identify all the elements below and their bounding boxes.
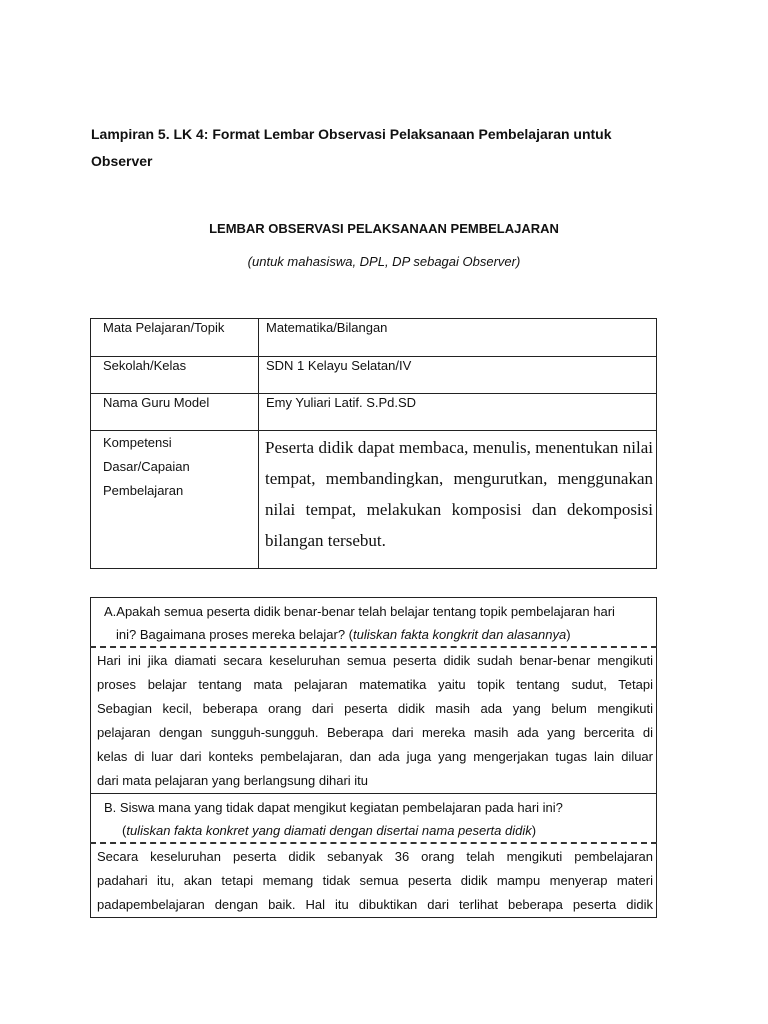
answer-a-line: Hari ini jika diamati secara keseluruhan semua peserta didik sudah benar-benar mengikuti [97, 653, 653, 668]
question-b-line2 [104, 819, 648, 842]
answer-b [91, 843, 657, 918]
question-b [91, 794, 657, 844]
school-label: Sekolah/Kelas [91, 357, 259, 394]
question-b-row [91, 794, 657, 844]
competency-value-line: nilai tempat, melakukan komposisi dan dekomposisi [265, 500, 653, 519]
question-b-line1: B. Siswa mana yang tidak dapat mengikut kegiatan pembelajaran pada hari ini? [104, 800, 563, 815]
question-a-row [91, 598, 657, 648]
competency-label-line: Pembelajaran [103, 483, 184, 498]
competency-label-line: Dasar/Capaian [103, 459, 190, 474]
answer-b-row [91, 843, 657, 918]
form-subtitle: (untuk mahasiswa, DPL, DP sebagai Observer) [247, 254, 521, 269]
competency-value [259, 431, 657, 569]
teacher-label: Nama Guru Model [91, 394, 259, 431]
competency-row [91, 431, 657, 569]
form-title: LEMBAR OBSERVASI PELAKSANAAN PEMBELAJARAN [209, 221, 559, 236]
question-b-hint: tuliskan fakta konkret yang diamati dengan disertai nama peserta didik [126, 823, 532, 838]
appendix-heading-line1: Lampiran 5. LK 4: Format Lembar Observasi Pelaksanaan Pembelajaran untuk [91, 126, 612, 142]
answer-b-line: padahari itu, akan tetapi memang tidak semua peserta didik mampu menyerap materi [97, 873, 653, 888]
appendix-heading [91, 121, 681, 175]
subject-label: Mata Pelajaran/Topik [91, 319, 259, 357]
teacher-value: Emy Yuliari Latif. S.Pd.SD [259, 394, 657, 431]
subject-value: Matematika/Bilangan [259, 319, 657, 357]
answer-b-line: padapembelajaran dengan baik. Hal itu dibuktikan dari terlihat beberapa peserta didik [97, 897, 653, 912]
answer-a-line: kelas di luar dari konteks pembelajaran, dan ada juga yang mengerjakan tugas lain diluar [97, 749, 653, 764]
question-a-hint: tuliskan fakta kongkrit dan alasannya [353, 627, 567, 642]
observation-table [90, 597, 657, 918]
info-table [90, 318, 657, 569]
answer-a-row [91, 647, 657, 794]
school-value: SDN 1 Kelayu Selatan/IV [259, 357, 657, 394]
school-row [91, 357, 657, 394]
competency-label [91, 431, 259, 569]
question-b-line2-end: ) [531, 823, 537, 838]
competency-value-line: tempat, membandingkan, mengurutkan, menggunakan [265, 469, 653, 488]
competency-value-line: bilangan tersebut. [265, 531, 386, 550]
subject-row [91, 319, 657, 357]
competency-label-line: Kompetensi [103, 435, 172, 450]
question-a-line2-end: ) [566, 627, 571, 642]
answer-a-line: proses belajar tentang mata pelajaran matematika yaitu topik tentang sudut, Tetapi [97, 677, 653, 692]
appendix-heading-line2: Observer [91, 153, 153, 169]
question-a-line1: A.Apakah semua peserta didik benar-benar telah belajar tentang topik pembelajaran hari [104, 604, 615, 619]
answer-a-line: Sebagian kecil, beberapa orang dari peserta didik masih ada yang belum mengikuti [97, 701, 653, 716]
question-a-line2 [104, 623, 648, 646]
answer-a [91, 647, 657, 794]
competency-value-line: Peserta didik dapat membaca, menulis, menentukan nilai [265, 438, 653, 457]
question-b-line2-start: ( [122, 823, 127, 838]
question-a-line2-start: ini? Bagaimana proses mereka belajar? ( [116, 627, 354, 642]
teacher-row [91, 394, 657, 431]
answer-a-line: dari mata pelajaran yang berlangsung dihari itu [97, 773, 369, 788]
answer-b-line: Secara keseluruhan peserta didik sebanyak 36 orang telah mengikuti pembelajaran [97, 849, 653, 864]
answer-a-line: pelajaran dengan sungguh-sungguh. Beberapa dari mereka masih ada yang bercerita di [97, 725, 653, 740]
question-a [91, 598, 657, 648]
